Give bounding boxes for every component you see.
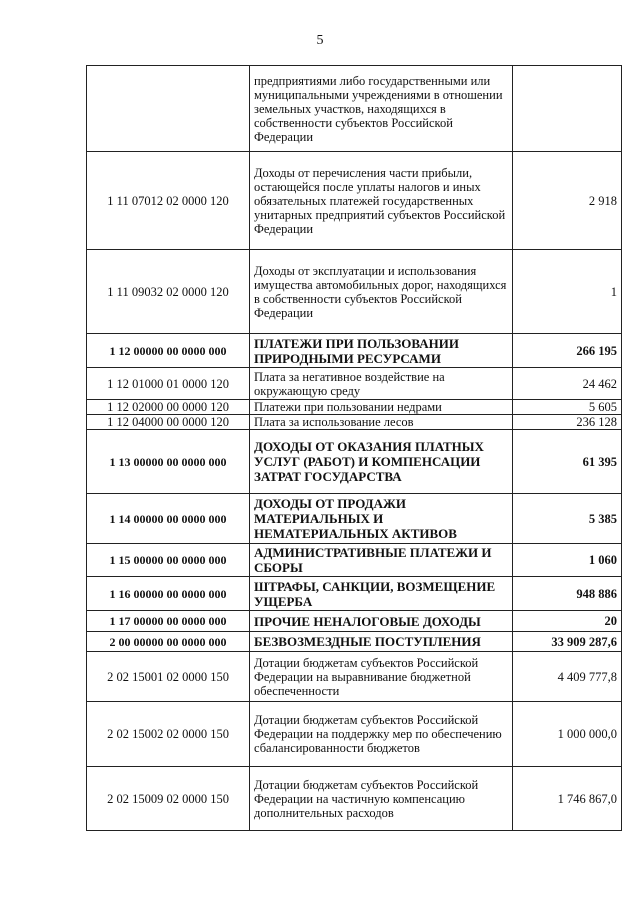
amount-cell: 5 605 — [513, 400, 622, 415]
code-cell: 1 12 04000 00 0000 120 — [87, 415, 250, 430]
table-row — [87, 368, 622, 400]
name-cell: Дотации бюджетам субъектов Российской Федерации на частичную компенсацию дополнительных расходов — [250, 767, 513, 831]
amount-cell: 266 195 — [513, 334, 622, 368]
code-cell: 1 11 09032 02 0000 120 — [87, 250, 250, 334]
table-row — [87, 702, 622, 767]
amount-cell: 61 395 — [513, 430, 622, 494]
table-row — [87, 652, 622, 702]
amount-cell: 2 918 — [513, 152, 622, 250]
table-row — [87, 632, 622, 652]
amount-cell — [513, 66, 622, 152]
amount-cell: 1 000 000,0 — [513, 702, 622, 767]
table-row — [87, 334, 622, 368]
name-cell: ДОХОДЫ ОТ ПРОДАЖИ МАТЕРИАЛЬНЫХ И НЕМАТЕРИАЛЬНЫХ АКТИВОВ — [250, 494, 513, 544]
code-cell: 1 14 00000 00 0000 000 — [87, 494, 250, 544]
code-cell: 1 17 00000 00 0000 000 — [87, 611, 250, 632]
table-row — [87, 400, 622, 415]
name-cell: Платежи при пользовании недрами — [250, 400, 513, 415]
amount-cell: 948 886 — [513, 577, 622, 611]
code-cell: 2 00 00000 00 0000 000 — [87, 632, 250, 652]
table-row — [87, 250, 622, 334]
budget-table-body — [87, 66, 622, 831]
amount-cell: 20 — [513, 611, 622, 632]
table-row — [87, 767, 622, 831]
name-cell: АДМИНИСТРАТИВНЫЕ ПЛАТЕЖИ И СБОРЫ — [250, 544, 513, 577]
table-row — [87, 611, 622, 632]
table-row — [87, 544, 622, 577]
code-cell: 1 11 07012 02 0000 120 — [87, 152, 250, 250]
name-cell: Дотации бюджетам субъектов Российской Федерации на выравнивание бюджетной обеспеченности — [250, 652, 513, 702]
budget-table — [86, 65, 622, 831]
name-cell: ПРОЧИЕ НЕНАЛОГОВЫЕ ДОХОДЫ — [250, 611, 513, 632]
code-cell: 1 16 00000 00 0000 000 — [87, 577, 250, 611]
code-cell: 2 02 15009 02 0000 150 — [87, 767, 250, 831]
name-cell: ПЛАТЕЖИ ПРИ ПОЛЬЗОВАНИИ ПРИРОДНЫМИ РЕСУРСАМИ — [250, 334, 513, 368]
code-cell: 1 12 02000 00 0000 120 — [87, 400, 250, 415]
amount-cell: 33 909 287,6 — [513, 632, 622, 652]
name-cell: предприятиями либо государственными или муниципальными учреждениями в отношении земельных участков, находящихся в собственности субъектов Российской Федерации — [250, 66, 513, 152]
code-cell: 1 13 00000 00 0000 000 — [87, 430, 250, 494]
code-cell: 1 12 00000 00 0000 000 — [87, 334, 250, 368]
name-cell: ДОХОДЫ ОТ ОКАЗАНИЯ ПЛАТНЫХ УСЛУГ (РАБОТ) И КОМПЕНСАЦИИ ЗАТРАТ ГОСУДАРСТВА — [250, 430, 513, 494]
code-cell — [87, 66, 250, 152]
amount-cell: 1 — [513, 250, 622, 334]
page-number: 5 — [316, 33, 324, 48]
code-cell: 1 15 00000 00 0000 000 — [87, 544, 250, 577]
table-row — [87, 494, 622, 544]
name-cell: Доходы от эксплуатации и использования имущества автомобильных дорог, находящихся в собственности субъектов Российской Федерации — [250, 250, 513, 334]
table-row — [87, 577, 622, 611]
code-cell: 2 02 15002 02 0000 150 — [87, 702, 250, 767]
name-cell: БЕЗВОЗМЕЗДНЫЕ ПОСТУПЛЕНИЯ — [250, 632, 513, 652]
amount-cell: 1 060 — [513, 544, 622, 577]
amount-cell: 24 462 — [513, 368, 622, 400]
amount-cell: 236 128 — [513, 415, 622, 430]
amount-cell: 4 409 777,8 — [513, 652, 622, 702]
table-row — [87, 66, 622, 152]
code-cell: 1 12 01000 01 0000 120 — [87, 368, 250, 400]
name-cell: ШТРАФЫ, САНКЦИИ, ВОЗМЕЩЕНИЕ УЩЕРБА — [250, 577, 513, 611]
amount-cell: 1 746 867,0 — [513, 767, 622, 831]
table-row — [87, 430, 622, 494]
name-cell: Плата за использование лесов — [250, 415, 513, 430]
code-cell: 2 02 15001 02 0000 150 — [87, 652, 250, 702]
name-cell: Плата за негативное воздействие на окружающую среду — [250, 368, 513, 400]
name-cell: Дотации бюджетам субъектов Российской Федерации на поддержку мер по обеспечению сбалансированности бюджетов — [250, 702, 513, 767]
table-row — [87, 152, 622, 250]
name-cell: Доходы от перечисления части прибыли, остающейся после уплаты налогов и иных обязательных платежей государственных унитарных предприятий субъектов Российской Федерации — [250, 152, 513, 250]
amount-cell: 5 385 — [513, 494, 622, 544]
table-row — [87, 415, 622, 430]
